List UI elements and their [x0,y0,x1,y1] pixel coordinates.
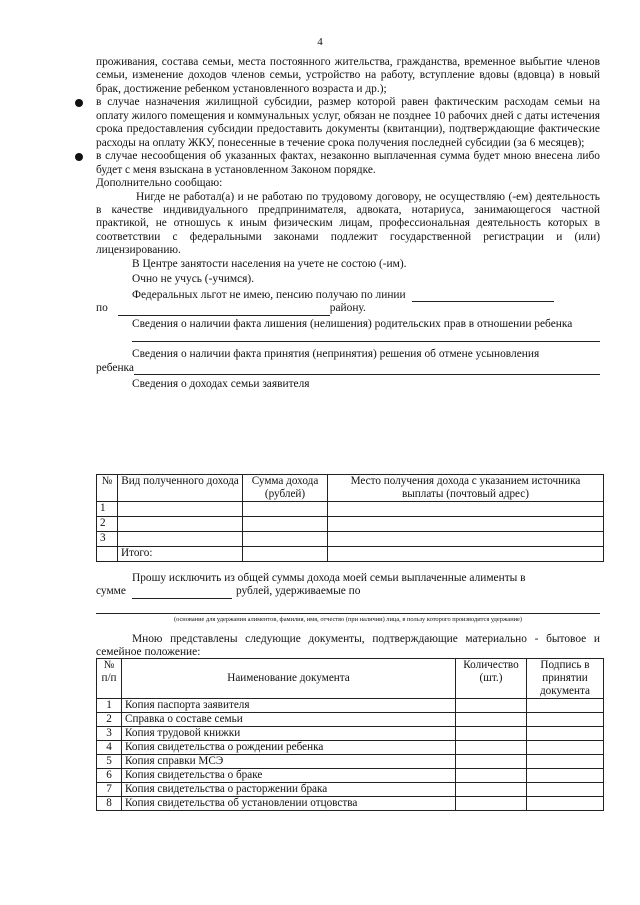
income-sum-cell[interactable] [243,516,328,531]
income-type-cell[interactable] [118,531,243,546]
adoption-field[interactable] [134,364,600,375]
income-col-source: Место получения дохода с указанием источника выплаты (почтовый адрес) [328,475,604,502]
benefits-suffix: району. [329,302,366,315]
documents-table-header [97,659,604,699]
income-total-row [97,546,604,561]
income-total-label: Итого: [118,546,243,561]
table-row [97,712,604,726]
table-row [97,740,604,754]
benefits-row-2 [96,302,600,315]
doc-row-num: 3 [97,726,122,740]
doc-row-name: Копия свидетельства о рождении ребенка [122,740,456,754]
table-row [97,726,604,740]
bullet-nondisclosure [96,150,600,177]
alimony-sum-field[interactable] [132,588,232,599]
bullet-dot-icon [75,99,83,107]
employment-statement: Нигде не работал(а) и не работаю по трудовому договору, не осуществляю (-ем) деятельность в качестве индивидуального предпринимателя, адвоката, нотариуса, занимающегося частной практикой, не отношусь к иным физическим лицам, профессиональная деятельность которых в соответствии с федеральными законами подлежит государственной регистрации и (или) лицензированию. [96,190,600,257]
benefits-prefix: по [96,302,108,315]
documents-intro: Мною представлены следующие документы, подтверждающие материально - бытовое и семейное положение: [96,632,600,659]
income-row-num: 3 [97,531,118,546]
doc-row-num: 5 [97,754,122,768]
doc-row-num: 1 [97,698,122,712]
income-source-cell[interactable] [328,501,604,516]
employment-center-statement: В Центре занятости населения на учете не состою (-им). [132,257,407,270]
doc-row-name: Копия свидетельства о расторжении брака [122,782,456,796]
income-total-source[interactable] [328,546,604,561]
benefits-text: Федеральных льгот не имею, пенсию получаю по линии [132,288,406,301]
alimony-sum-row [96,585,600,598]
income-table [96,474,604,562]
doc-count-cell[interactable] [456,768,527,782]
doc-row-name: Копия свидетельства о браке [122,768,456,782]
income-sum-cell[interactable] [243,531,328,546]
doc-signature-cell[interactable] [527,782,604,796]
additional-heading: Дополнительно сообщаю: [96,177,223,190]
doc-row-num: 4 [97,740,122,754]
doc-row-num: 2 [97,712,122,726]
doc-col-count: Количество (шт.) [456,659,527,699]
income-col-type: Вид полученного дохода [118,475,243,502]
doc-row-name: Копия справки МСЭ [122,754,456,768]
doc-count-cell[interactable] [456,796,527,810]
parental-rights-statement: Сведения о наличии факта лишения (нелишения) родительских прав в отношении ребенка [132,317,573,330]
doc-row-num: 8 [97,796,122,810]
bullet-subsidy [96,96,600,150]
income-type-cell[interactable] [118,501,243,516]
doc-count-cell[interactable] [456,698,527,712]
study-statement: Очно не учусь (-учимся). [132,273,255,286]
doc-col-name: Наименование документа [122,659,456,699]
bullet-subsidy-text: в случае назначения жилищной субсидии, размер которой равен фактическим расходам семьи на оплату жилого помещения и коммунальных услуг, обязан не позднее 10 рабочих дней с даты истечения срока предоставления субсидии предоставить документы (квитанции), подтверждающие фактические расходы на оплату ЖКУ, понесенные в течение срока получения последней субсидии (за 6 месяцев); [96,96,600,149]
doc-row-name: Копия паспорта заявителя [122,698,456,712]
doc-count-cell[interactable] [456,726,527,740]
doc-signature-cell[interactable] [527,726,604,740]
doc-count-cell[interactable] [456,712,527,726]
doc-row-num: 6 [97,768,122,782]
documents-table-wrap [96,658,604,811]
adoption-row [96,362,600,375]
doc-signature-cell[interactable] [527,698,604,712]
income-type-cell[interactable] [118,516,243,531]
doc-count-cell[interactable] [456,740,527,754]
doc-col-num: № п/п [97,659,122,699]
table-row [97,516,604,531]
income-row-num: 1 [97,501,118,516]
bullet-dot-icon [75,153,83,161]
adoption-child-label: ребенка [96,361,134,374]
table-row [97,782,604,796]
doc-signature-cell[interactable] [527,768,604,782]
doc-signature-cell[interactable] [527,796,604,810]
income-col-sum: Сумма дохода (рублей) [243,475,328,502]
district-field[interactable] [118,305,330,316]
table-row [97,698,604,712]
doc-row-num: 7 [97,782,122,796]
doc-count-cell[interactable] [456,754,527,768]
pension-type-field[interactable] [412,291,554,302]
table-row [97,754,604,768]
doc-row-name: Копия свидетельства об установлении отцовства [122,796,456,810]
income-heading: Сведения о доходах семьи заявителя [132,377,310,390]
alimony-text: Прошу исключить из общей суммы дохода моей семьи выплаченные алименты в [132,572,526,584]
table-row [97,796,604,810]
page-number: 4 [317,36,323,48]
table-row [97,768,604,782]
income-row-num: 2 [97,516,118,531]
doc-count-cell[interactable] [456,782,527,796]
alimony-sum-suffix: рублей, удерживаемые по [235,585,361,598]
parental-rights-field[interactable] [132,331,600,342]
income-total-sum[interactable] [243,546,328,561]
doc-signature-cell[interactable] [527,754,604,768]
income-col-num: № [97,475,118,502]
documents-table [96,658,604,811]
continuation-paragraph: проживания, состава семьи, места постоянного жительства, гражданства, временное выбытие членов семьи, изменение доходов членов семьи, устройство на работу, вступление вдовы (вдовца) в новый брак, достижение ребенком установленного возраста и др.); [96,56,600,95]
document-body [96,56,600,391]
doc-row-name: Справка о составе семьи [122,712,456,726]
bullet-nondisclosure-text: в случае несообщения об указанных фактах, незаконно выплаченная сумма будет мною внесена либо будет с меня взыскана в установленном Законом порядке. [96,150,600,176]
income-source-cell[interactable] [328,516,604,531]
adoption-statement: Сведения о наличии факта принятия (непринятия) решения об отмене усыновления [132,348,540,361]
doc-signature-cell[interactable] [527,712,604,726]
alimony-basis-field[interactable] [96,599,600,614]
doc-signature-cell[interactable] [527,740,604,754]
doc-row-name: Копия трудовой книжки [122,726,456,740]
benefits-row-1 [96,289,600,302]
income-source-cell[interactable] [328,531,604,546]
table-row [97,501,604,516]
income-sum-cell[interactable] [243,501,328,516]
table-row [97,531,604,546]
doc-col-signature: Подпись в принятии документа [527,659,604,699]
income-table-header [97,475,604,502]
alimony-note: (основание для удержания алиментов, фамилия, имя, отчество (при наличии) лица, в пользу которого производится удержание) [173,615,523,623]
income-table-wrap [96,474,604,562]
alimony-section [96,572,600,660]
alimony-sum-prefix: сумме [96,585,126,598]
